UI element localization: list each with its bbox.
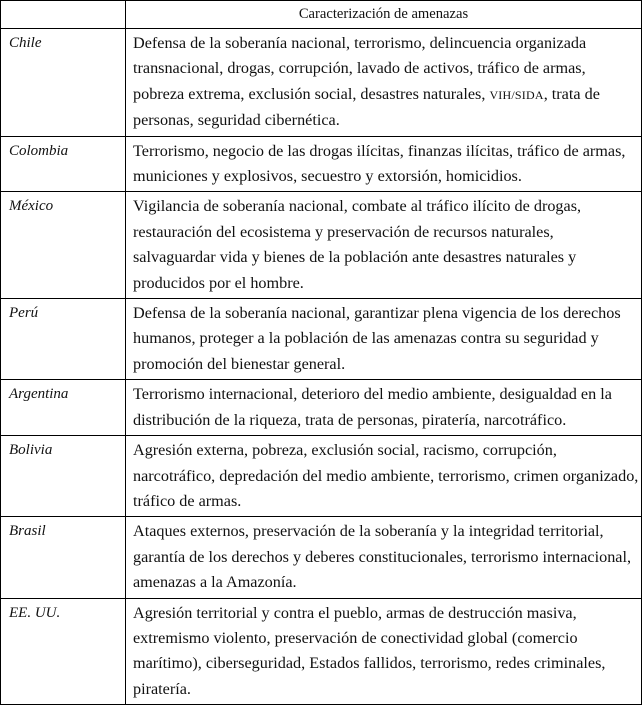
table-row [1,436,642,517]
country-cell: Bolivia [1,436,126,517]
threats-text-smallcaps: VIH/SIDA [489,87,544,102]
country-cell: México [1,192,126,299]
threats-text: , trata de personas, seguridad cibernética. [133,84,600,130]
country-cell: Perú [1,299,126,380]
threats-cell: Defensa de la soberanía nacional, garantizar plena vigencia de los derechos humanos, proteger a la población de las amenazas contra su seguridad y promoción del bienestar general. [126,299,642,380]
table-row [1,192,642,299]
header-threats: Caracterización de amenazas [126,1,642,29]
threats-cell [126,29,642,137]
country-cell: Chile [1,29,126,137]
table-row [1,380,642,436]
table-row [1,598,642,705]
table-header-row [1,1,642,29]
threats-cell: Agresión externa, pobreza, exclusión social, racismo, corrupción, narcotráfico, depredación del medio ambiente, terrorismo, crimen organizado, tráfico de armas. [126,436,642,517]
table-row [1,29,642,137]
country-cell: EE. UU. [1,598,126,705]
table-row [1,299,642,380]
threats-cell: Terrorismo internacional, deterioro del medio ambiente, desigualdad en la distribución de la riqueza, trata de personas, piratería, narcotráfico. [126,380,642,436]
threats-text: Defensa de la soberanía nacional, terrorismo, delincuencia organizada transnacional, drogas, corrupción, lavado de activos, tráfico de armas, pobreza extrema, exclusión social, desastres naturales, [133,34,587,103]
threats-cell: Ataques externos, preservación de la soberanía y la integridad territorial, garantía de los derechos y deberes constitucionales, terrorismo internacional, amenazas a la Amazonía. [126,517,642,598]
country-cell: Colombia [1,136,126,192]
country-cell: Brasil [1,517,126,598]
country-cell: Argentina [1,380,126,436]
table-row [1,517,642,598]
threats-cell: Agresión territorial y contra el pueblo, armas de destrucción masiva, extremismo violento, preservación de conectividad global (comercio marítimo), ciberseguridad, Estados fallidos, terrorismo, redes criminales, piratería. [126,598,642,705]
header-country [1,1,126,29]
threats-cell: Vigilancia de soberanía nacional, combate al tráfico ilícito de drogas, restauración del ecosistema y preservación de recursos naturales, salvaguardar vida y bienes de la población ante desastres naturales y producidos por el hombre. [126,192,642,299]
threats-cell: Terrorismo, negocio de las drogas ilícitas, finanzas ilícitas, tráfico de armas, municiones y explosivos, secuestro y extorsión, homicidios. [126,136,642,192]
table-row [1,136,642,192]
